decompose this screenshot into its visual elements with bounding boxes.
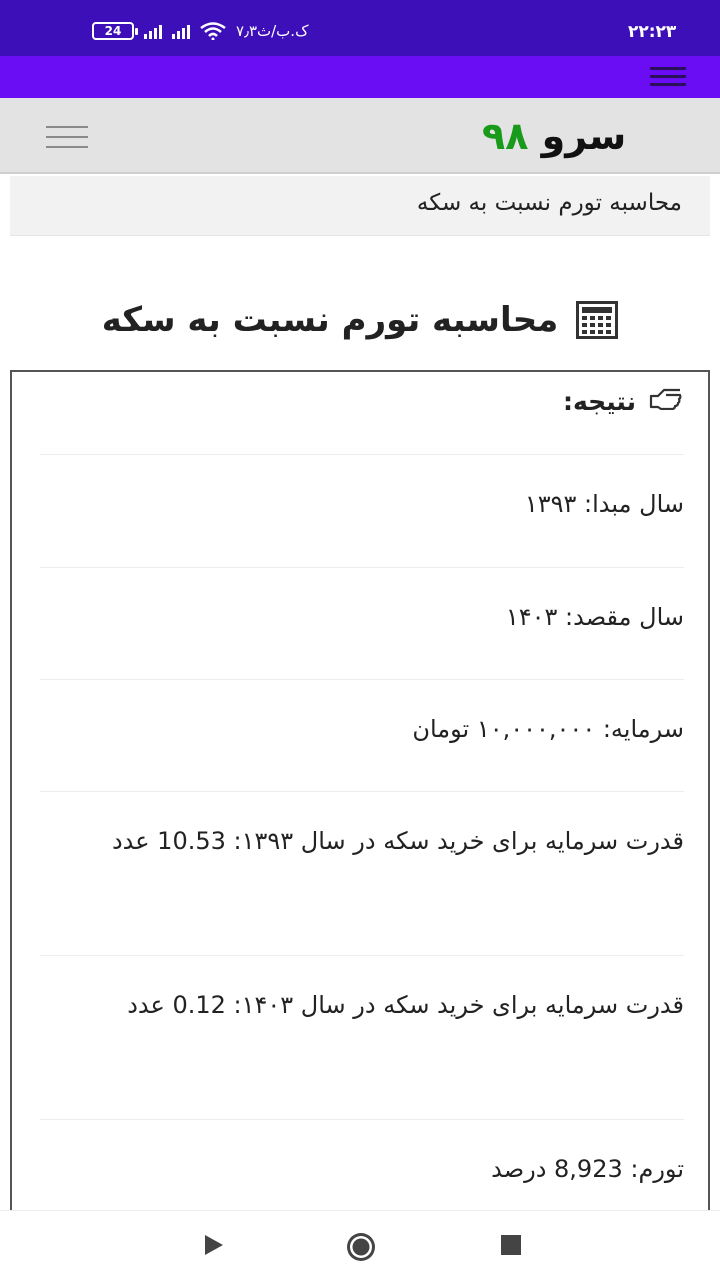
battery-icon: 24	[92, 22, 134, 40]
back-icon[interactable]	[203, 1233, 225, 1261]
app-bar	[0, 56, 720, 98]
breadcrumb[interactable]: محاسبه تورم نسبت به سکه	[10, 176, 710, 236]
logo-number: ۹۸	[482, 114, 529, 158]
hamburger-menu-icon[interactable]	[46, 126, 88, 150]
status-time: ۲۲:۲۳	[628, 22, 677, 42]
site-logo[interactable]	[482, 112, 626, 160]
page-title-text: محاسبه تورم نسبت به سکه	[101, 300, 559, 340]
page-title	[60, 290, 660, 350]
wifi-icon	[200, 22, 226, 40]
result-row-power-end: قدرت سرمایه برای خرید سکه در سال ۱۴۰۳: 0.12 عدد	[40, 955, 684, 1119]
result-card	[10, 370, 710, 1230]
result-row-power-start: قدرت سرمایه برای خرید سکه در سال ۱۳۹۳: 10.53 عدد	[40, 791, 684, 955]
app-menu-icon[interactable]	[650, 67, 686, 87]
recents-icon[interactable]	[500, 1233, 522, 1261]
site-header	[0, 98, 720, 174]
home-icon[interactable]	[344, 1233, 378, 1265]
result-row-start-year: سال مبدا: ۱۳۹۳	[40, 454, 684, 567]
signal-icon-2	[172, 23, 190, 39]
result-row-inflation: تورم: 8,923 درصد	[40, 1119, 684, 1230]
system-nav-bar	[0, 1210, 720, 1280]
logo-word: سرو	[541, 114, 627, 158]
result-heading-text: نتیجه:	[563, 386, 636, 416]
net-speed: ۷٫۳ک.ب/ث	[236, 22, 309, 40]
hand-pointer-icon	[648, 386, 682, 416]
status-bar	[0, 0, 720, 56]
signal-icon	[144, 23, 162, 39]
result-row-capital: سرمایه: ۱۰,۰۰۰,۰۰۰ تومان	[40, 679, 684, 791]
result-row-end-year: سال مقصد: ۱۴۰۳	[40, 567, 684, 679]
result-heading	[563, 386, 682, 416]
status-icons	[92, 22, 309, 40]
calculator-icon	[576, 301, 618, 339]
